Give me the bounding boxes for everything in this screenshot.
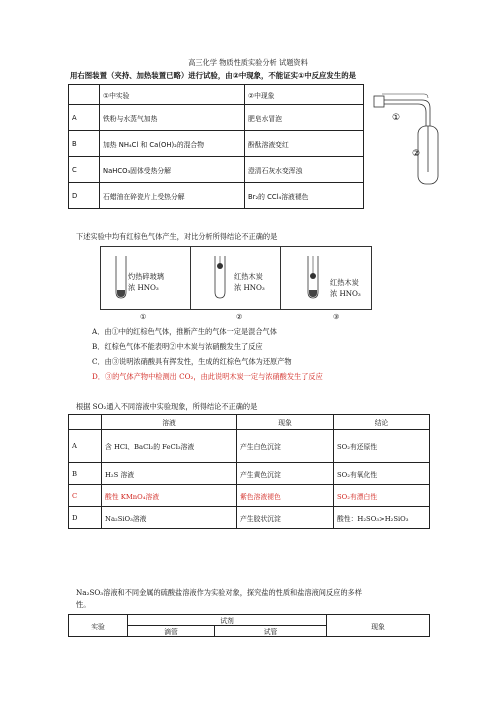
question-1-stem: 用右图装置（夹持、加热装置已略）进行试验，由②中现象，不能证实①中反应发生的是: [70, 71, 356, 80]
q4-header-phenomenon: 现象: [327, 615, 430, 637]
table-row: [69, 105, 364, 131]
q2-option-d-answer: D．③的气体产物中检测出 CO₂，由此说明木炭一定与浓硝酸发生了反应: [92, 372, 323, 381]
tube-2-liquid-label: 浓 HNO₃: [234, 283, 265, 292]
panel-number-2: ②: [236, 312, 243, 321]
row-label: B: [69, 463, 102, 485]
solution-cell: 酸性 KMnO₄溶液: [102, 485, 237, 507]
experiment-cell: 加热 NH₄Cl 和 Ca(OH)₂的混合物: [100, 131, 245, 157]
phenomenon-cell: 产生胶状沉淀: [237, 507, 334, 529]
document-title: 高三化学 物质性质实验分析 试题资料: [188, 58, 308, 67]
table-row-answer: [69, 485, 430, 507]
q4-header-dropper: 滴管: [128, 626, 215, 637]
experiment-cell: 石蜡油在碎瓷片上受热分解: [100, 183, 245, 209]
experiment-cell: NaHCO₃固体受热分解: [100, 157, 245, 183]
observation-cell: 酚酞溶液变红: [245, 131, 364, 157]
row-label: D: [69, 507, 102, 529]
question-4-stem-line-1: Na₂SO₃溶液和不同金属的硫酸盐溶液作为实验对象，探究盐的性质和盐溶液间反应的多样: [76, 588, 362, 597]
q3-header-solution: 溶液: [102, 415, 237, 430]
solution-cell: 含 HCl、BaCl₂的 FeCl₃溶液: [102, 430, 237, 463]
conclusion-cell: SO₂有还原性: [334, 430, 430, 463]
tube-3-liquid-label: 浓 HNO₃: [330, 289, 361, 298]
q3-header-blank: [69, 415, 102, 430]
panel-number-3: ③: [333, 312, 340, 321]
conclusion-cell: SO₂有氧化性: [334, 463, 430, 485]
q1-header-experiment: ①中实验: [100, 85, 245, 105]
apparatus-label-2: ②: [412, 149, 421, 159]
q3-header-conclusion: 结论: [334, 415, 430, 430]
question-2-stem: 下述实验中均有红棕色气体产生，对比分析所得结论不正确的是: [76, 232, 278, 241]
phenomenon-cell: 产生黄色沉淀: [237, 463, 334, 485]
stopper: [374, 96, 384, 107]
q2-option-a: A．由①中的红棕色气体，推断产生的气体一定是混合气体: [92, 327, 277, 336]
observation-cell: 澄清石灰水变浑浊: [245, 157, 364, 183]
question-4-table: [68, 614, 430, 637]
table-row: [69, 131, 364, 157]
q4-header-reagent: 试剂: [128, 615, 327, 626]
table-row: [69, 463, 430, 485]
question-1-table: [68, 84, 364, 209]
row-label: B: [69, 131, 100, 157]
tube-1-liquid-label: 浓 HNO₃: [128, 283, 159, 292]
question-3-stem: 根据 SO₂通入不同溶液中实验现象，所得结论不正确的是: [76, 402, 258, 411]
table-row: [69, 183, 364, 209]
panel-number-1: ①: [140, 312, 147, 321]
tube-3-solid-label: 红热木炭: [330, 278, 359, 287]
conclusion-cell: 酸性：H₂SO₃>H₂SiO₃: [334, 507, 430, 529]
q4-header-experiment: 实验: [69, 615, 128, 637]
experiment-cell: 铁粉与水蒸气加热: [100, 105, 245, 131]
phenomenon-cell: 产生白色沉淀: [237, 430, 334, 463]
question-4-stem-line-2: 性。: [76, 600, 91, 609]
table-row: [69, 157, 364, 183]
phenomenon-cell: 紫色溶液褪色: [237, 485, 334, 507]
row-label: C: [69, 485, 102, 507]
table-row: [69, 430, 430, 463]
observation-cell: 肥皂水冒泡: [245, 105, 364, 131]
q3-header-phenomenon: 现象: [237, 415, 334, 430]
q1-header-blank: [69, 85, 100, 105]
q1-header-observation: ②中现象: [245, 85, 364, 105]
row-label: C: [69, 157, 100, 183]
observation-cell: Br₂的 CCl₄溶液褪色: [245, 183, 364, 209]
apparatus-label-1: ①: [392, 113, 401, 123]
row-label: A: [69, 430, 102, 463]
solution-cell: Na₂SiO₃溶液: [102, 507, 237, 529]
solution-cell: H₂S 溶液: [102, 463, 237, 485]
question-3-table: [68, 414, 430, 529]
table-row: [69, 507, 430, 529]
conclusion-cell: SO₂有漂白性: [334, 485, 430, 507]
reaction-apparatus-diagram: [372, 86, 446, 186]
row-label: D: [69, 183, 100, 209]
tube-1-solid-label: 灼热碎玻璃: [128, 272, 164, 281]
q2-option-c: C．由③说明浓硝酸具有挥发性，生成的红棕色气体为还原产物: [92, 357, 292, 366]
tube-2-solid-label: 红热木炭: [234, 272, 263, 281]
row-label: A: [69, 105, 100, 131]
q4-header-test-tube: 试管: [215, 626, 327, 637]
q2-option-b: B．红棕色气体不能表明②中木炭与浓硝酸发生了反应: [92, 342, 263, 351]
